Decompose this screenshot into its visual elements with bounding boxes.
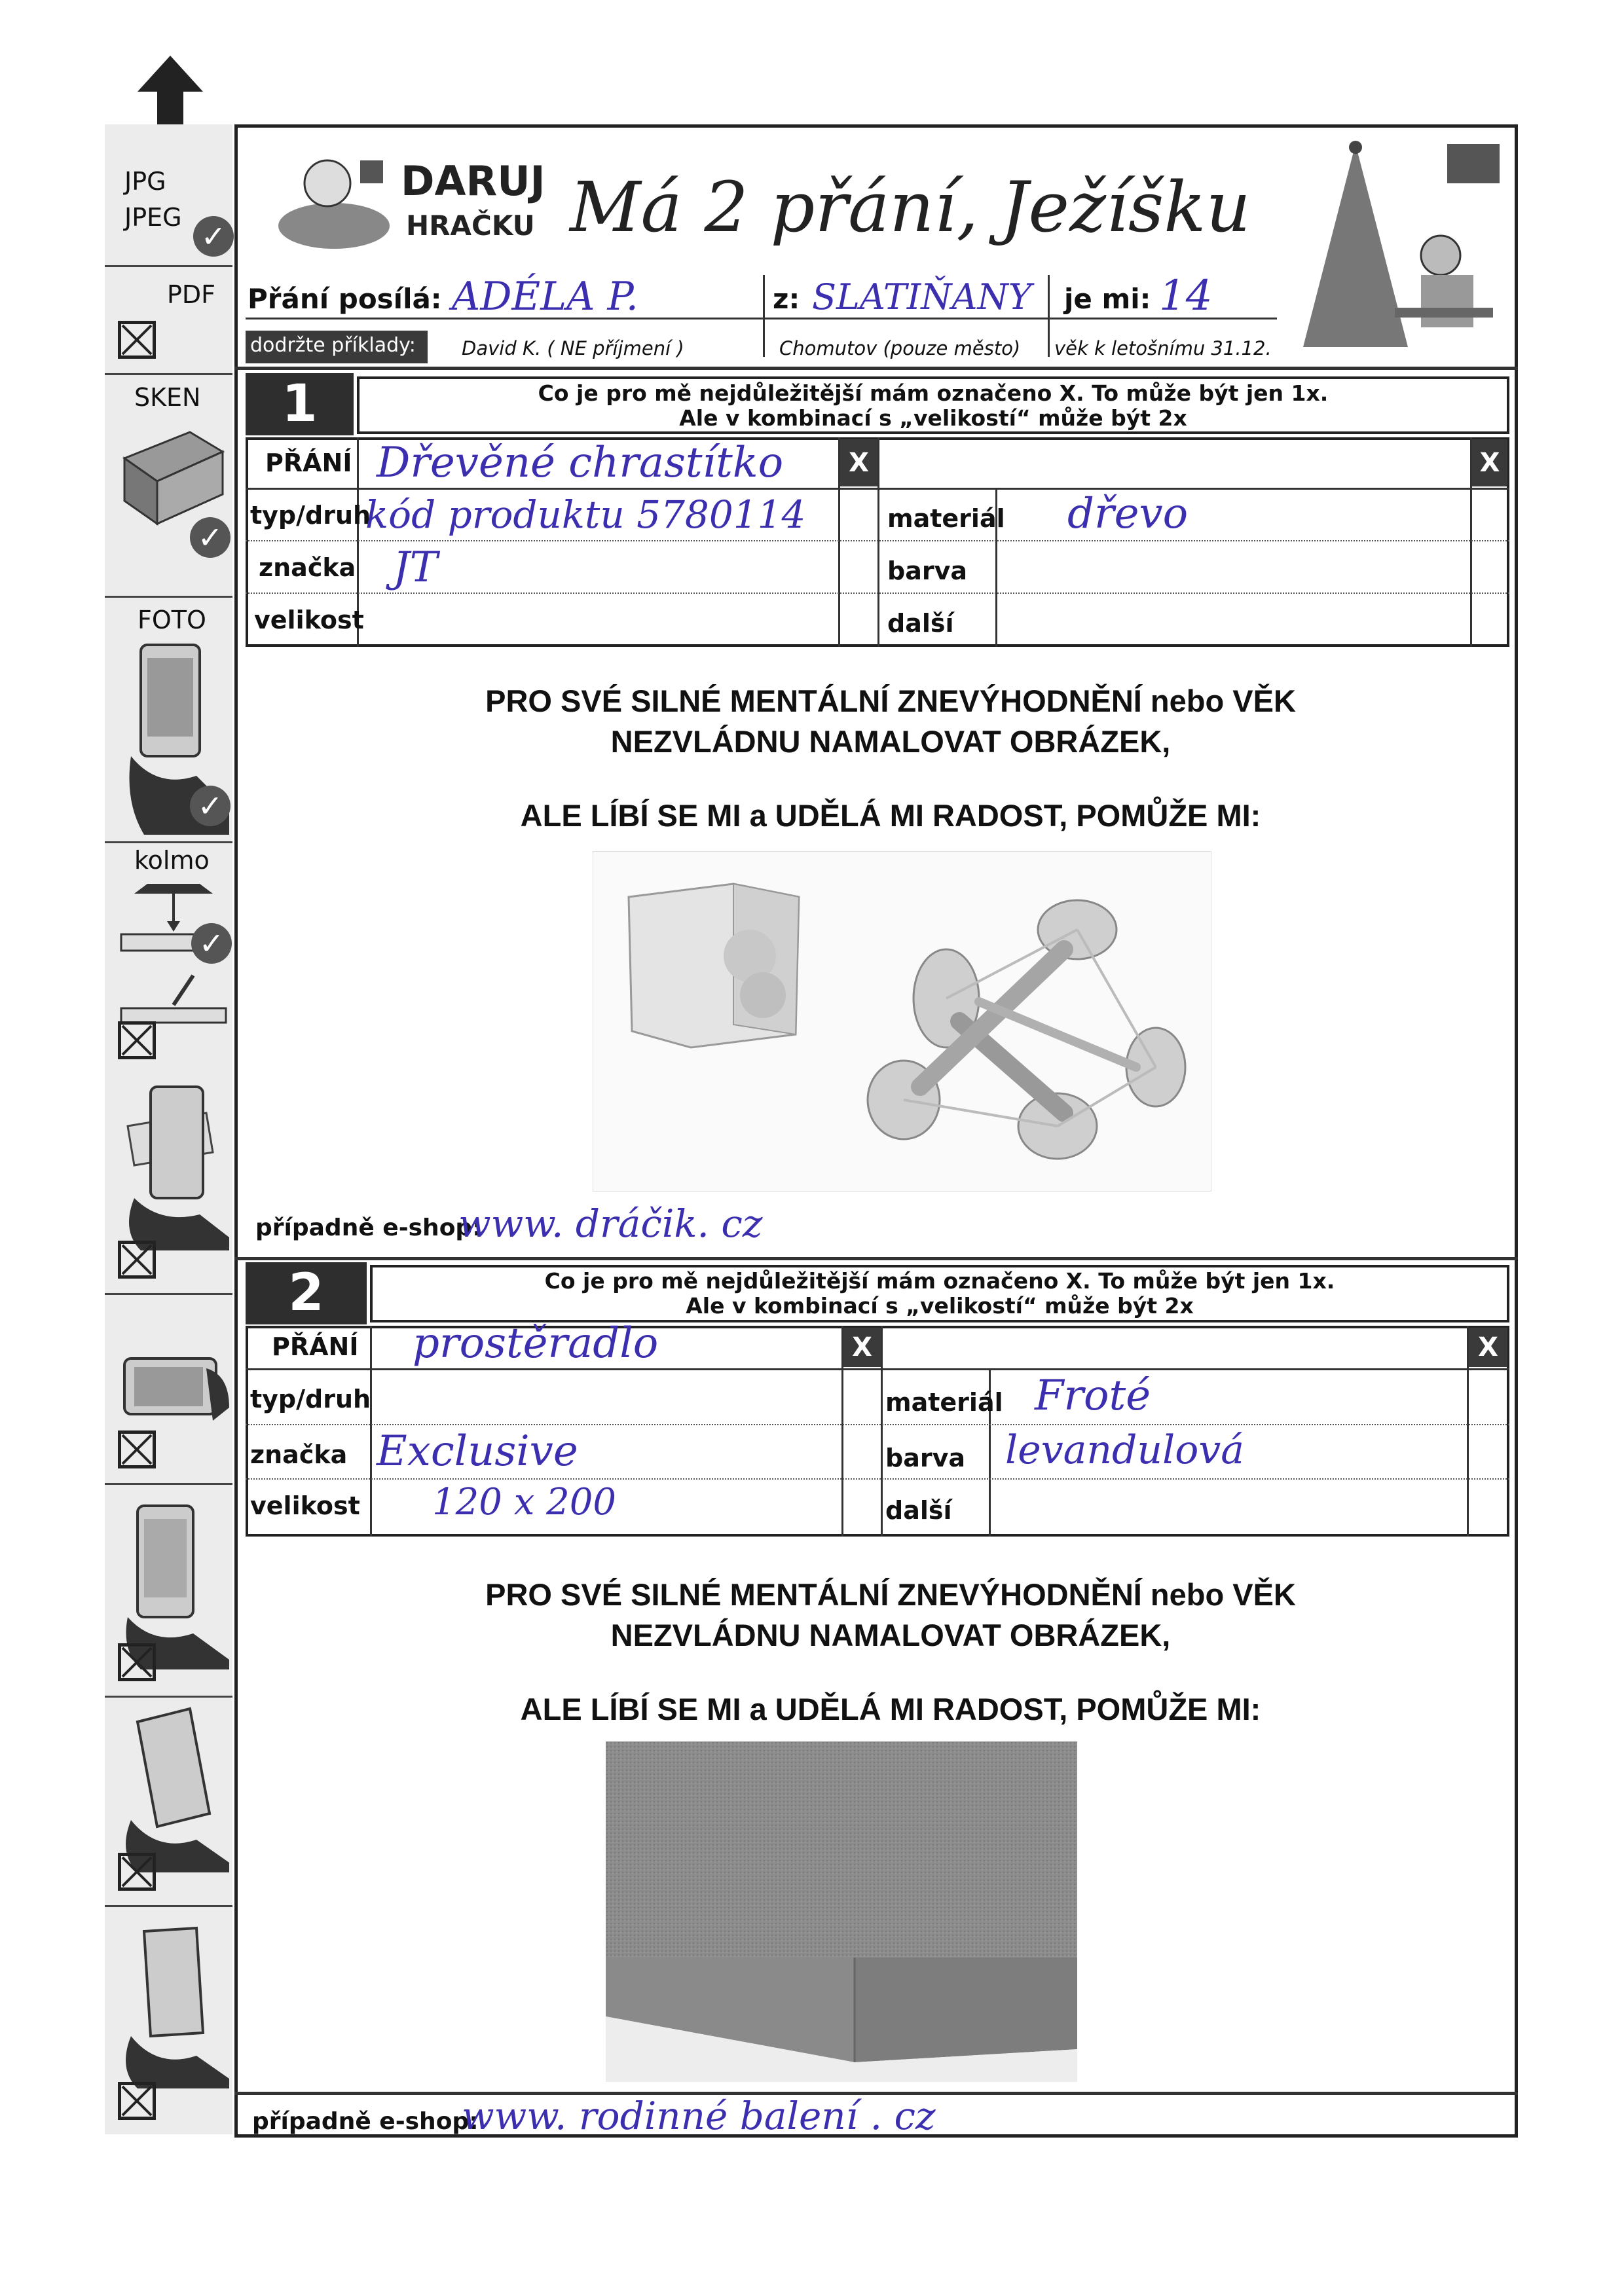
wish1-brand-value: JT bbox=[393, 543, 438, 592]
wish1-instruction-line1: Co je pro mě nejdůležitější mám označeno X. To může být jen 1x. bbox=[538, 380, 1329, 406]
wish2-caption-line1: PRO SVÉ SILNÉ MENTÁLNÍ ZNEVÝHODNĚNÍ nebo VĚK bbox=[485, 1577, 1296, 1612]
age-value: 14 bbox=[1159, 272, 1213, 320]
wish2-material-value: Froté bbox=[1035, 1372, 1151, 1420]
jpeg-check-icon: ✓ bbox=[193, 216, 234, 257]
wish2-wish-label: PŘÁNÍ bbox=[272, 1332, 359, 1361]
angled-icon bbox=[115, 969, 232, 1028]
wish1-x-left: X bbox=[840, 439, 877, 486]
wish2-instruction-line2: Ale v kombinací s „velikostí“ může být 2x bbox=[686, 1293, 1194, 1319]
example-city: Chomutov (pouze město) bbox=[779, 337, 1021, 359]
scanner-icon bbox=[118, 419, 229, 530]
wish1-wish-label: PŘÁNÍ bbox=[265, 448, 352, 477]
wish2-other-label: další bbox=[885, 1496, 952, 1525]
wish2-size-label: velikost bbox=[250, 1491, 360, 1520]
wish1-wish-value: Dřevěné chrastítko bbox=[377, 439, 784, 487]
sidebar-pdf-label: PDF bbox=[167, 280, 216, 309]
wish2-color-label: barva bbox=[885, 1444, 965, 1472]
wish2-caption-line2: NEZVLÁDNU NAMALOVAT OBRÁZEK, bbox=[610, 1618, 1171, 1652]
phone-dark-icon bbox=[111, 1918, 232, 2088]
wish2-color-value: levandulová bbox=[1005, 1427, 1245, 1473]
wish1-caption-line3: ALE LÍBÍ SE MI a UDĚLÁ MI RADOST, POMŮŽE MI: bbox=[520, 798, 1261, 833]
wish2-x-right: X bbox=[1469, 1328, 1507, 1367]
phone-crooked-icon bbox=[111, 1702, 232, 1872]
wish2-brand-label: značka bbox=[250, 1440, 348, 1469]
page-title: Má 2 přání, Ježíšku bbox=[570, 167, 1251, 247]
sender-label: Přání posílá: bbox=[248, 283, 442, 315]
example-age: věk k letošnímu 31.12. bbox=[1054, 337, 1272, 359]
wish2-eshop-value: www. rodinné balení . cz bbox=[462, 2094, 936, 2138]
wish2-x-left: X bbox=[843, 1328, 881, 1367]
blurred-cross-box-icon bbox=[118, 1643, 156, 1681]
pdf-cross-box-icon bbox=[118, 321, 156, 359]
wish1-brand-label: značka bbox=[259, 553, 356, 582]
logo-daruj: DARUJ bbox=[401, 157, 545, 205]
logo-hracku: HRAČKU bbox=[406, 210, 535, 242]
wish2-caption-line3: ALE LÍBÍ SE MI a UDĚLÁ MI RADOST, POMŮŽE MI: bbox=[520, 1692, 1261, 1726]
christmas-tree-icon bbox=[1277, 131, 1509, 367]
wish1-material-value: dřevo bbox=[1067, 490, 1189, 538]
wish1-number: 1 bbox=[246, 373, 354, 435]
from-value: SLATIŇANY bbox=[812, 276, 1032, 318]
wish1-caption-line2: NEZVLÁDNU NAMALOVAT OBRÁZEK, bbox=[610, 724, 1171, 759]
wish1-color-label: barva bbox=[887, 556, 967, 585]
phone-landscape-icon bbox=[115, 1349, 232, 1427]
wish1-material-label: materiál bbox=[887, 504, 1005, 533]
wish1-size-label: velikost bbox=[254, 606, 364, 634]
wish1-type-value: kód produktu 5780114 bbox=[365, 492, 806, 537]
wish2-eshop-label: případně e-shop: bbox=[252, 2108, 479, 2135]
wish2-type-label: typ/druh bbox=[250, 1385, 371, 1413]
wish1-instruction-line2: Ale v kombinací s „velikostí“ může být 2x bbox=[679, 405, 1187, 431]
wish1-rattle-photo bbox=[593, 851, 1211, 1192]
wish1-eshop-value: www. dráčik. cz bbox=[458, 1201, 763, 1246]
foto-check-icon: ✓ bbox=[190, 786, 231, 826]
wish2-wish-value: prostěradlo bbox=[413, 1319, 659, 1368]
sidebar-foto-label: FOTO bbox=[138, 606, 206, 634]
wish1-x-right: X bbox=[1472, 439, 1507, 486]
dark-cross-box-icon bbox=[118, 2082, 156, 2120]
wish2-sheet-photo bbox=[606, 1741, 1077, 2082]
wish2-instruction-line1: Co je pro mě nejdůležitější mám označeno X. To může být jen 1x. bbox=[544, 1268, 1335, 1294]
landscape-cross-box-icon bbox=[118, 1430, 156, 1468]
santa-logo-icon bbox=[275, 147, 393, 252]
sidebar-kolmo-label: kolmo bbox=[134, 846, 210, 875]
crooked-cross-box-icon bbox=[118, 1853, 156, 1891]
sidebar-sken-label: SKEN bbox=[134, 383, 201, 412]
scan-check-icon: ✓ bbox=[190, 517, 231, 558]
sender-value: ADÉLA P. bbox=[452, 274, 638, 319]
wish2-number: 2 bbox=[246, 1262, 367, 1324]
wish1-other-label: další bbox=[887, 609, 954, 638]
wish2-material-label: materiál bbox=[885, 1388, 1003, 1417]
wish1-caption-line1: PRO SVÉ SILNÉ MENTÁLNÍ ZNEVÝHODNĚNÍ nebo VĚK bbox=[485, 683, 1296, 718]
wish1-type-label: typ/druh bbox=[250, 501, 371, 530]
examples-label: dodržte příklady: bbox=[250, 334, 416, 357]
sidebar-jpg-label: JPG bbox=[124, 167, 166, 196]
wish1-eshop-label: případně e-shop: bbox=[255, 1214, 482, 1241]
wish2-size-value: 120 x 200 bbox=[432, 1481, 616, 1523]
example-name: David K. ( NE příjmení ) bbox=[462, 337, 684, 359]
sidebar-jpeg-label: JPEG bbox=[124, 203, 182, 232]
kolmo-check-icon: ✓ bbox=[191, 923, 232, 964]
from-label: z: bbox=[773, 283, 800, 315]
phone-tilted-icon bbox=[115, 1074, 232, 1250]
angled-cross-box-icon bbox=[118, 1021, 156, 1059]
wish2-brand-value: Exclusive bbox=[377, 1427, 578, 1476]
phone-tilted-cross-box-icon bbox=[118, 1241, 156, 1279]
age-label: je mi: bbox=[1064, 283, 1151, 315]
